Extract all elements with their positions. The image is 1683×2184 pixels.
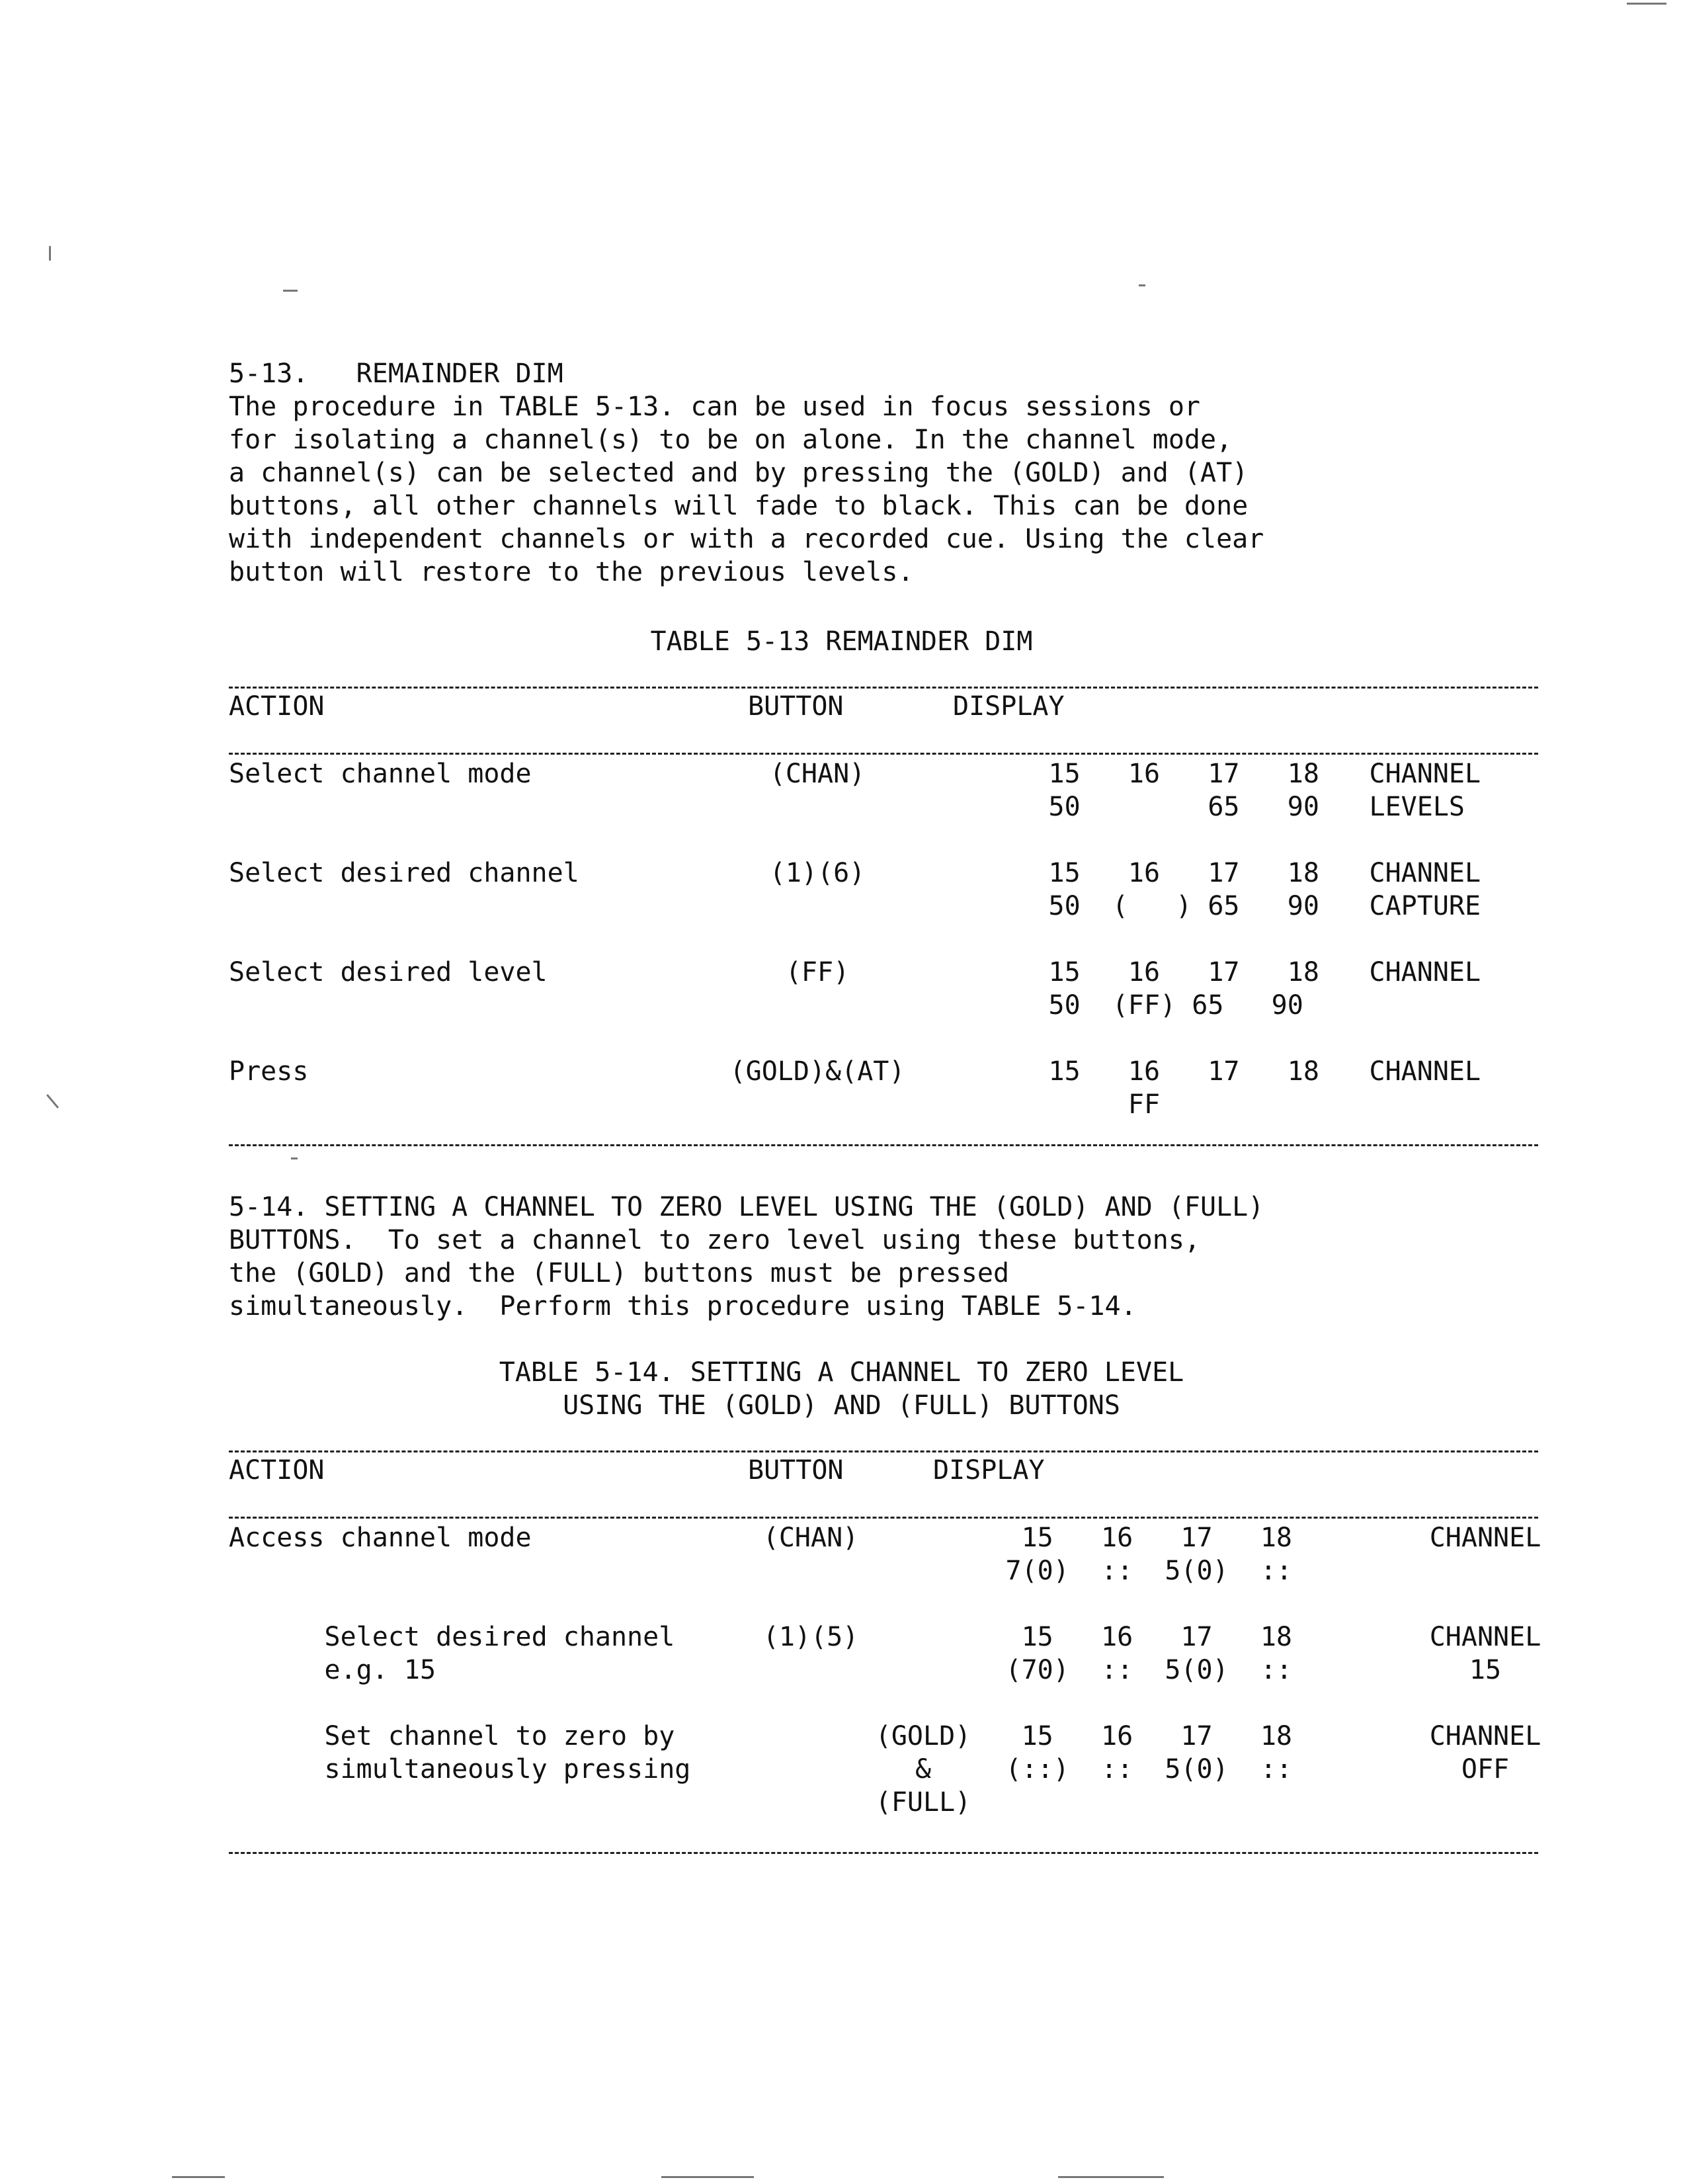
display-line: 50 ( ) 65 90: [1048, 891, 1319, 921]
paragraph-line: The procedure in TABLE 5-13. can be used in focus sessions or: [229, 392, 1201, 422]
table-row-action: Select desired level: [229, 957, 548, 987]
table-5-14-caption-line-2: USING THE (GOLD) AND (FULL) BUTTONS: [563, 1390, 1120, 1421]
display-line: 15 16 17 18: [1005, 1721, 1292, 1751]
status-line: CHANNEL: [1369, 1056, 1481, 1087]
table-5-14: [229, 1439, 1541, 1862]
scan-speck: [661, 2176, 754, 2178]
status-line: CHANNEL: [1429, 1622, 1541, 1652]
table-row-action: Press: [229, 1056, 309, 1087]
table-row-status: [1274, 956, 1481, 1055]
display-line: 15 16 17 18: [1048, 759, 1319, 789]
action-line: Set channel to zero by: [324, 1721, 675, 1751]
scan-speck: [49, 246, 51, 261]
table-row-action: [229, 1720, 691, 1852]
action-line: Select desired channel: [324, 1622, 675, 1652]
scan-speck: [46, 1094, 59, 1109]
header-button: BUTTON: [748, 1455, 844, 1486]
header-display: DISPLAY: [953, 691, 1065, 722]
table-row-display: [910, 1720, 1292, 1852]
table-bottom-rule: [229, 1852, 1538, 1854]
display-line: 15 16 17 18: [1048, 1056, 1319, 1087]
button-line: (GOLD): [875, 1721, 971, 1751]
table-row-button: (CHAN): [762, 1523, 859, 1553]
table-row-display: [953, 1055, 1319, 1187]
table-5-13-caption: TABLE 5-13 REMAINDER DIM: [650, 626, 1033, 657]
table-5-14-caption-line-1: TABLE 5-14. SETTING A CHANNEL TO ZERO LEVEL: [499, 1357, 1184, 1388]
section-5-13-paragraph: [229, 390, 1538, 589]
status-line: CHANNEL: [1429, 1721, 1541, 1751]
table-row-status: [1274, 1055, 1481, 1154]
table-top-rule: [229, 1450, 1538, 1452]
status-line: 15: [1469, 1655, 1502, 1685]
display-line: 50 65 90: [1048, 792, 1319, 822]
paragraph-line: simultaneously. Perform this procedure using TABLE 5-14.: [229, 1291, 1137, 1322]
table-row-action: Select channel mode: [229, 759, 532, 789]
display-line: 15 16 17 18: [1048, 957, 1319, 987]
paragraph-line: BUTTONS. To set a channel to zero level using these buttons,: [229, 1225, 1201, 1255]
status-line: LEVELS: [1369, 792, 1465, 822]
status-line: CHANNEL: [1369, 858, 1481, 888]
paragraph-line: with independent channels or with a recorded cue. Using the clear: [229, 524, 1264, 554]
paragraph-line: a channel(s) can be selected and by pressing the (GOLD) and (AT): [229, 458, 1249, 488]
header-action: ACTION: [229, 1455, 325, 1486]
scan-speck: [291, 1157, 298, 1159]
display-line: FF: [1048, 1089, 1161, 1120]
paragraph-line: 5-14. SETTING A CHANNEL TO ZERO LEVEL USING THE (GOLD) AND (FULL): [229, 1192, 1264, 1222]
status-line: CHANNEL: [1369, 759, 1481, 789]
section-heading-5-13: 5-13. REMAINDER DIM: [229, 358, 563, 389]
scan-speck: [283, 290, 298, 292]
status-line: CHANNEL: [1369, 957, 1481, 987]
table-row-button: (FF): [785, 957, 850, 987]
paragraph-line: buttons, all other channels will fade to black. This can be done: [229, 491, 1249, 521]
table-row-action: Select desired channel: [229, 858, 579, 888]
action-line: e.g. 15: [324, 1655, 436, 1685]
display-line: 7(0) :: 5(0) ::: [1005, 1556, 1292, 1586]
paragraph-line: button will restore to the previous levels.: [229, 557, 914, 587]
scan-speck: [1627, 3, 1666, 5]
display-line: 50 (FF) 65 90: [1048, 990, 1303, 1021]
table-bottom-rule: [229, 1144, 1538, 1146]
display-line: (70) :: 5(0) ::: [1005, 1655, 1292, 1685]
display-line: (::) :: 5(0) ::: [1005, 1754, 1292, 1785]
paragraph-line: for isolating a channel(s) to be on alone. In the channel mode,: [229, 425, 1233, 455]
table-header-rule: [229, 753, 1538, 755]
table-row-button: (GOLD)&(AT): [729, 1056, 905, 1087]
status-line: CHANNEL: [1429, 1523, 1541, 1553]
header-button: BUTTON: [748, 691, 844, 722]
table-header-rule: [229, 1517, 1538, 1519]
scan-speck: [172, 2176, 225, 2178]
paragraph-line: the (GOLD) and the (FULL) buttons must be pressed: [229, 1258, 1010, 1288]
table-top-rule: [229, 687, 1538, 689]
table-5-13: [229, 675, 1538, 1151]
display-line: 15 16 17 18: [1048, 858, 1319, 888]
section-5-14-paragraph: [229, 1191, 1538, 1323]
display-line: 15 16 17 18: [1005, 1523, 1292, 1553]
table-row-action: Access channel mode: [229, 1523, 532, 1553]
display-line: 15 16 17 18: [1005, 1622, 1292, 1652]
header-action: ACTION: [229, 691, 325, 722]
table-row-button: (1)(5): [762, 1622, 859, 1652]
scan-speck: [1058, 2176, 1164, 2178]
button-line: &: [915, 1754, 932, 1785]
status-line: CAPTURE: [1369, 891, 1481, 921]
header-display: DISPLAY: [933, 1455, 1045, 1486]
scan-speck: [1139, 284, 1145, 286]
button-line: (FULL): [875, 1787, 971, 1818]
action-line: simultaneously pressing: [324, 1754, 691, 1785]
table-row-button: (CHAN): [769, 759, 866, 789]
table-row-button: (1)(6): [769, 858, 866, 888]
status-line: OFF: [1461, 1754, 1510, 1785]
